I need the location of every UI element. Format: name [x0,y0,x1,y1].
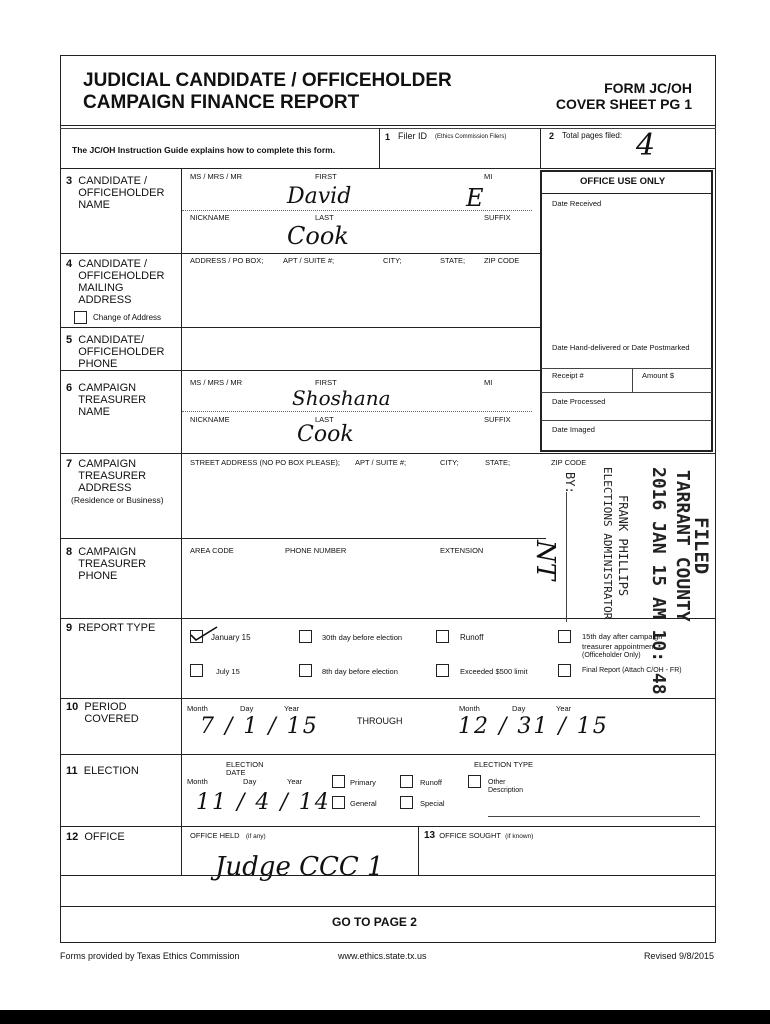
s4-zip-label: ZIP CODE [484,256,520,265]
opt-30th-day: 30th day before election [322,633,403,642]
s3-mi-value: E [466,184,484,212]
form-title-line2: CAMPAIGN FINANCE REPORT [83,92,360,113]
stamp-initials: NT [530,540,560,581]
date-received-label: Date Received [552,199,602,208]
header-divider [60,125,716,126]
date-processed-label: Date Processed [552,397,606,406]
s10-from-year: Year [284,704,300,713]
go-to-page-2: GO TO PAGE 2 [332,915,417,929]
s10-to-year: Year [556,704,572,713]
filer-id-label: Filer ID [398,131,427,141]
s8-area-label: AREA CODE [190,546,234,555]
section-10-label: 10 PERIOD COVERED [66,701,139,725]
s11-election-date-2: DATE [226,768,246,777]
s6-nickname-label: NICKNAME [190,415,230,424]
stamp-admin-name: FRANK PHILLIPS [616,495,630,597]
s11-month: Month [187,777,208,786]
form-id-line1: FORM JC/OH [604,80,692,96]
filer-id-num: 1 [385,132,391,142]
s6-last-label: LAST [315,415,334,424]
other-description-line [488,816,700,817]
stamp-admin-title: ELECTIONS ADMINISTRATOR [601,467,614,620]
s3-last-value: Cook [287,222,349,250]
opt-january-15: January 15 [211,633,251,642]
s3-first-label: FIRST [315,172,337,181]
s8-ext-label: EXTENSION [440,546,484,555]
footer-center: www.ethics.state.tx.us [338,951,427,961]
amount-label: Amount $ [642,371,675,380]
s3-first-value: David [287,184,352,209]
section-6-label: 6 CAMPAIGN TREASURER NAME [66,382,147,418]
s7-residence-label: (Residence or Business) [71,495,164,505]
office-use-box [540,170,713,452]
checkbox-15th-day[interactable] [558,630,571,643]
opt-15th-day-b: treasurer appointment [582,642,656,651]
s6-first-label: FIRST [315,378,337,387]
s6-suffix-label: SUFFIX [484,415,511,424]
s4-state-label: STATE; [440,256,466,265]
s3-nickname-label: NICKNAME [190,213,230,222]
change-of-address-checkbox[interactable] [74,311,87,324]
s7-state-label: STATE; [485,458,511,467]
s3-ms-label: MS / MRS / MR [190,172,243,181]
checkbox-general[interactable] [332,796,345,809]
total-pages-num: 2 [549,131,555,141]
filer-id-sub: (Ethics Commission Filers) [435,134,507,140]
s6-ms-label: MS / MRS / MR [190,378,243,387]
section-5-label: 5 CANDIDATE/ OFFICEHOLDER PHONE [66,334,165,370]
s3-mi-label: MI [484,172,493,181]
office-held-value: Judge CCC 1 [215,852,384,882]
s10-to-day: Day [512,704,526,713]
total-pages-label: Total pages filed: [562,131,623,140]
s10-from-day: Day [240,704,254,713]
opt-primary: Primary [350,778,376,787]
form-title-line1: JUDICIAL CANDIDATE / OFFICEHOLDER [83,70,452,91]
section-12-label: 12 OFFICE [66,831,125,843]
s7-apt-label: APT / SUITE #; [355,458,407,467]
s10-to-value: 12 / 31 / 15 [458,714,609,739]
s11-date-value: 11 / 4 / 14 [196,790,331,815]
receipt-label: Receipt # [552,371,584,380]
stamp-filed: FILED [690,517,712,575]
opt-15th-day-c: (Officeholder Only) [582,652,641,659]
office-held-label: OFFICE HELD (if any) [190,831,266,840]
s3-last-label: LAST [315,213,334,222]
s10-from-month: Month [187,704,208,713]
footer-right: Revised 9/8/2015 [643,951,714,961]
s4-apt-label: APT / SUITE #; [283,256,335,265]
checkbox-other[interactable] [468,775,481,788]
section-7-label: 7 CAMPAIGN TREASURER ADDRESS [66,458,147,494]
s11-election-type: ELECTION TYPE [474,760,534,769]
opt-other-1: Other [488,779,506,786]
opt-runoff: Runoff [460,633,484,642]
section-11-label: 11 ELECTION [66,765,139,777]
form-id-line2: COVER SHEET PG 1 [555,96,692,112]
section-13-label: 13 OFFICE SOUGHT (if known) [424,830,534,841]
s8-phone-label: PHONE NUMBER [285,546,347,555]
opt-july-15: July 15 [216,667,240,676]
checkbox-exceeded-500[interactable] [436,664,449,677]
s10-from-value: 7 / 1 / 15 [200,714,319,739]
date-hand-label: Date Hand-delivered or Date Postmarked [552,343,690,352]
s11-day: Day [243,777,257,786]
office-use-title: OFFICE USE ONLY [580,176,666,187]
scan-edge [0,1010,770,1024]
s6-last-value: Cook [297,422,354,447]
section-3-label: 3 CANDIDATE / OFFICEHOLDER NAME [66,175,165,211]
stamp-by: BY: [563,472,577,494]
s6-mi-label: MI [484,378,493,387]
s11-year: Year [287,777,303,786]
opt-final-report: Final Report (Attach C/OH - FR) [582,667,682,674]
s3-suffix-label: SUFFIX [484,213,511,222]
s10-through: THROUGH [357,716,403,726]
checkbox-8th-day[interactable] [299,664,312,677]
s11-election-date-1: ELECTION [226,760,264,769]
s6-first-value: Shoshana [292,386,391,410]
s7-city-label: CITY; [440,458,459,467]
section-4-label: 4 CANDIDATE / OFFICEHOLDER MAILING ADDRESS [66,258,165,306]
s7-street-label: STREET ADDRESS (NO PO BOX PLEASE); [190,458,340,467]
instruction-text: The JC/OH Instruction Guide explains how to complete this form. [72,145,336,155]
opt-special: Special [420,799,445,808]
opt-8th-day: 8th day before election [322,667,398,676]
s10-to-month: Month [459,704,480,713]
section-8-label: 8 CAMPAIGN TREASURER PHONE [66,546,147,582]
section-9-label: 9 REPORT TYPE [66,622,156,634]
checkbox-runoff-report[interactable] [436,630,449,643]
opt-general: General [350,799,377,808]
stamp-date: 2016 JAN 15 AM 10: 48 [648,467,669,695]
checkbox-primary[interactable] [332,775,345,788]
checkbox-final-report[interactable] [558,664,571,677]
checkbox-july-15[interactable] [190,664,203,677]
opt-exceeded-500: Exceeded $500 limit [460,667,528,676]
stamp-county: TARRANT COUNTY [672,470,693,622]
checkbox-30th-day[interactable] [299,630,312,643]
total-pages-value: 4 [636,128,656,163]
footer-left: Forms provided by Texas Ethics Commission [60,951,240,961]
checkbox-runoff-election[interactable] [400,775,413,788]
opt-runoff-election: Runoff [420,778,442,787]
s4-address-label: ADDRESS / PO BOX; [190,256,264,265]
date-imaged-label: Date Imaged [552,425,595,434]
s7-zip-label: ZIP CODE [551,458,587,467]
change-of-address-label: Change of Address [93,313,162,322]
opt-other-2: Description [488,787,524,794]
s4-city-label: CITY; [383,256,402,265]
opt-15th-day-a: 15th day after campaign [582,632,663,641]
checkbox-january-15[interactable] [190,630,203,643]
checkbox-special[interactable] [400,796,413,809]
